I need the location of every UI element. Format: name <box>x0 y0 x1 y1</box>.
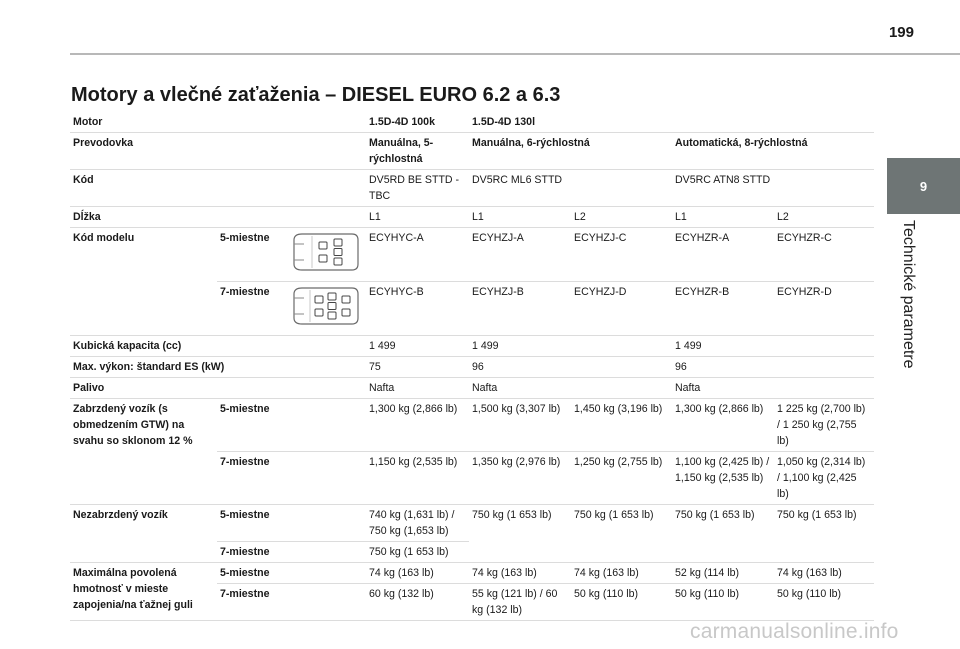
table-cell: ECYHYC-A <box>366 228 469 282</box>
table-cell: L2 <box>774 207 874 228</box>
table-row-palivo <box>70 378 874 399</box>
table-cell: 1,300 kg (2,866 lb) <box>672 399 774 452</box>
table-cell: L1 <box>672 207 774 228</box>
table-row-kubicka <box>70 336 874 357</box>
table-cell: 55 kg (121 lb) / 60 kg (132 lb) <box>469 584 571 621</box>
table-cell: Nafta <box>672 378 874 399</box>
vehicle-5-seat-icon <box>287 228 366 282</box>
table-cell: 96 <box>672 357 874 378</box>
table-cell: 750 kg (1 653 lb) <box>774 505 874 563</box>
seat-label: 7-miestne <box>217 584 366 621</box>
table-cell: L2 <box>571 207 672 228</box>
table-cell: 1,500 kg (3,307 lb) <box>469 399 571 452</box>
table-cell: Manuálna, 6-rýchlostná <box>469 133 672 170</box>
table-cell: Automatická, 8-rýchlostná <box>672 133 874 170</box>
row-label: Kód <box>70 170 366 207</box>
table-row-motor <box>70 112 874 133</box>
chapter-number: 9 <box>919 178 928 194</box>
table-cell: 1 499 <box>672 336 874 357</box>
table-cell: 60 kg (132 lb) <box>366 584 469 621</box>
page-title: Motory a vlečné zaťaženia – DIESEL EURO 6.2 a 6.3 <box>71 84 561 106</box>
table-cell: 75 <box>366 357 469 378</box>
row-label: Palivo <box>70 378 366 399</box>
row-label: Maximálna povolená hmotnosť v mieste zapojenia/na ťažnej guli <box>70 563 217 621</box>
table-cell: DV5RC ATN8 STTD <box>672 170 874 207</box>
vehicle-7-seat-icon <box>287 282 366 336</box>
table-cell: L1 <box>469 207 571 228</box>
table-cell: 1 225 kg (2,700 lb) / 1 250 kg (2,755 lb) <box>774 399 874 452</box>
table-cell: 74 kg (163 lb) <box>571 563 672 584</box>
page-number: 199 <box>888 24 914 41</box>
watermark: carmanualsonline.info <box>690 620 899 643</box>
table-cell: 750 kg (1 653 lb) <box>571 505 672 563</box>
table-cell: 1.5D-4D 130l <box>469 112 874 133</box>
row-label: Nezabrzdený vozík <box>70 505 217 563</box>
table-row-zabrzdeny-5 <box>70 399 874 452</box>
table-cell: 1,450 kg (3,196 lb) <box>571 399 672 452</box>
table-cell: 74 kg (163 lb) <box>774 563 874 584</box>
table-cell: 96 <box>469 357 672 378</box>
seat-label: 7-miestne <box>217 282 287 336</box>
table-cell: 1,050 kg (2,314 lb) / 1,100 kg (2,425 lb) <box>774 452 874 505</box>
table-cell: 1 499 <box>366 336 469 357</box>
row-label: Dĺžka <box>70 207 366 228</box>
table-cell: ECYHZR-D <box>774 282 874 336</box>
table-cell: Manuálna, 5-rýchlostná <box>366 133 469 170</box>
table-row-vykon <box>70 357 874 378</box>
table-cell: 750 kg (1 653 lb) <box>366 542 469 563</box>
table-cell: 1 499 <box>469 336 672 357</box>
table-cell: DV5RC ML6 STTD <box>469 170 672 207</box>
row-label: Kód modelu <box>70 228 217 336</box>
vehicle-5-seat-icon <box>290 230 360 274</box>
table-cell: 1,300 kg (2,866 lb) <box>366 399 469 452</box>
table-cell: Nafta <box>366 378 469 399</box>
table-cell: 50 kg (110 lb) <box>571 584 672 621</box>
seat-label: 7-miestne <box>217 452 366 505</box>
table-cell: ECYHZJ-C <box>571 228 672 282</box>
header-divider <box>70 53 960 55</box>
table-row-dlzka <box>70 207 874 228</box>
seat-label: 7-miestne <box>217 542 366 563</box>
seat-label: 5-miestne <box>217 563 366 584</box>
seat-label: 5-miestne <box>217 399 366 452</box>
table-cell: ECYHZJ-D <box>571 282 672 336</box>
seat-label: 5-miestne <box>217 505 366 542</box>
table-row-kod-modelu-5 <box>70 228 874 282</box>
seat-label: 5-miestne <box>217 228 287 282</box>
row-label: Motor <box>70 112 366 133</box>
table-cell: ECYHZR-C <box>774 228 874 282</box>
table-cell: 1,100 kg (2,425 lb) / 1,150 kg (2,535 lb) <box>672 452 774 505</box>
table-cell: 50 kg (110 lb) <box>672 584 774 621</box>
engine-spec-table <box>70 112 874 621</box>
row-label: Zabrzdený vozík (s obmedzením GTW) na svahu so sklonom 12 % <box>70 399 217 505</box>
row-label: Max. výkon: štandard ES (kW) <box>70 357 366 378</box>
table-cell: 50 kg (110 lb) <box>774 584 874 621</box>
table-cell: Nafta <box>469 378 672 399</box>
table-cell: 750 kg (1 653 lb) <box>672 505 774 563</box>
vehicle-7-seat-icon <box>290 284 360 328</box>
chapter-tab[interactable] <box>887 158 960 214</box>
table-cell: ECYHZR-A <box>672 228 774 282</box>
table-row-kod <box>70 170 874 207</box>
row-label: Prevodovka <box>70 133 366 170</box>
table-cell: L1 <box>366 207 469 228</box>
table-row-nezabrzdeny-5 <box>70 505 874 542</box>
table-cell: 74 kg (163 lb) <box>366 563 469 584</box>
table-row-hmotnost-5 <box>70 563 874 584</box>
table-cell: 1,150 kg (2,535 lb) <box>366 452 469 505</box>
row-label: Kubická kapacita (cc) <box>70 336 366 357</box>
table-cell: 1,350 kg (2,976 lb) <box>469 452 571 505</box>
table-cell: 52 kg (114 lb) <box>672 563 774 584</box>
table-cell: 750 kg (1 653 lb) <box>469 505 571 563</box>
table-cell: 740 kg (1,631 lb) / 750 kg (1,653 lb) <box>366 505 469 542</box>
table-cell: DV5RD BE STTD - TBC <box>366 170 469 207</box>
table-cell: 1,250 kg (2,755 lb) <box>571 452 672 505</box>
table-cell: ECYHZJ-B <box>469 282 571 336</box>
chapter-title-text: Technické parametre <box>900 220 917 369</box>
table-cell: 74 kg (163 lb) <box>469 563 571 584</box>
table-row-prevodovka <box>70 133 874 170</box>
table-cell: 1.5D-4D 100k <box>366 112 469 133</box>
table-cell: ECYHZJ-A <box>469 228 571 282</box>
chapter-title <box>887 220 960 420</box>
table-cell: ECYHZR-B <box>672 282 774 336</box>
table-cell: ECYHYC-B <box>366 282 469 336</box>
